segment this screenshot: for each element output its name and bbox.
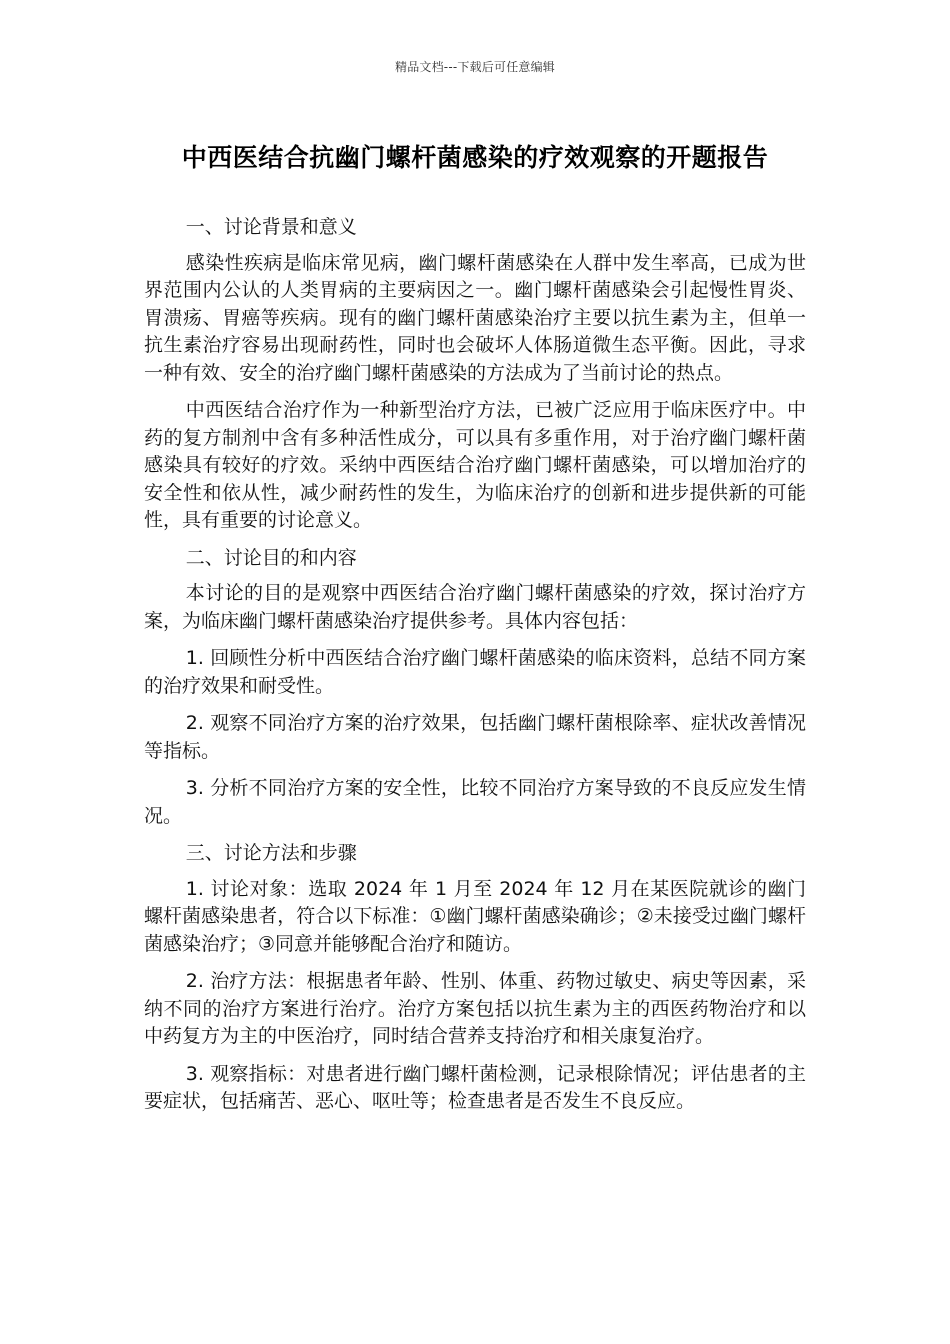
document-title: 中西医结合抗幽门螺杆菌感染的疗效观察的开题报告 <box>181 143 769 172</box>
list-item-methods-1: 1. 讨论对象：选取 2024 年 1 月至 2024 年 12 月在某医院就诊的幽门螺杆菌感染患者，符合以下标准：①幽门螺杆菌感染确诊；②未接受过幽门螺杆菌感染治疗；③同意并能够配合治疗和随访。 <box>144 877 806 955</box>
document-body <box>144 214 806 1126</box>
list-item-purpose-1: 1. 回顾性分析中西医结合治疗幽门螺杆菌感染的临床资料，总结不同方案的治疗效果和耐受性。 <box>144 647 806 697</box>
section-heading-purpose: 二、讨论目的和内容 <box>185 546 357 569</box>
paragraph-background-1: 感染性疾病是临床常见病，幽门螺杆菌感染在人群中发生率高，已成为世界范围内公认的人类胃病的主要病因之一。幽门螺杆菌感染会引起慢性胃炎、胃溃疡、胃癌等疾病。现有的幽门螺杆菌感染治疗主要以抗生素为主，但单一抗生素治疗容易出现耐药性，同时也会破坏人体肠道微生态平衡。因此，寻求一种有效、安全的治疗幽门螺杆菌感染的方法成为了当前讨论的热点。 <box>144 251 806 384</box>
header-note: 精品文档---下载后可任意编辑 <box>395 60 555 74</box>
list-item-purpose-3: 3. 分析不同治疗方案的安全性，比较不同治疗方案导致的不良反应发生情况。 <box>144 777 806 827</box>
section-heading-methods: 三、讨论方法和步骤 <box>185 842 357 864</box>
list-item-purpose-2: 2. 观察不同治疗方案的治疗效果，包括幽门螺杆菌根除率、症状改善情况等指标。 <box>144 712 806 762</box>
paragraph-purpose-intro: 本讨论的目的是观察中西医结合治疗幽门螺杆菌感染的疗效，探讨治疗方案，为临床幽门螺杆菌感染治疗提供参考。具体内容包括： <box>144 582 806 632</box>
list-item-methods-2: 2. 治疗方法：根据患者年龄、性别、体重、药物过敏史、病史等因素，采纳不同的治疗方案进行治疗。治疗方案包括以抗生素为主的西医药物治疗和以中药复方为主的中医治疗，同时结合营养支持治疗和相关康复治疗。 <box>144 970 806 1047</box>
list-item-methods-3: 3. 观察指标：对患者进行幽门螺杆菌检测，记录根除情况；评估患者的主要症状，包括痛苦、恶心、呕吐等；检查患者是否发生不良反应。 <box>144 1062 806 1112</box>
paragraph-background-2: 中西医结合治疗作为一种新型治疗方法，已被广泛应用于临床医疗中。中药的复方制剂中含有多种活性成分，可以具有多重作用，对于治疗幽门螺杆菌感染具有较好的疗效。采纳中西医结合治疗幽门螺杆菌感染，可以增加治疗的安全性和依从性，减少耐药性的发生，为临床治疗的创新和进步提供新的可能性，具有重要的讨论意义。 <box>144 399 806 531</box>
section-heading-background: 一、讨论背景和意义 <box>185 216 357 238</box>
